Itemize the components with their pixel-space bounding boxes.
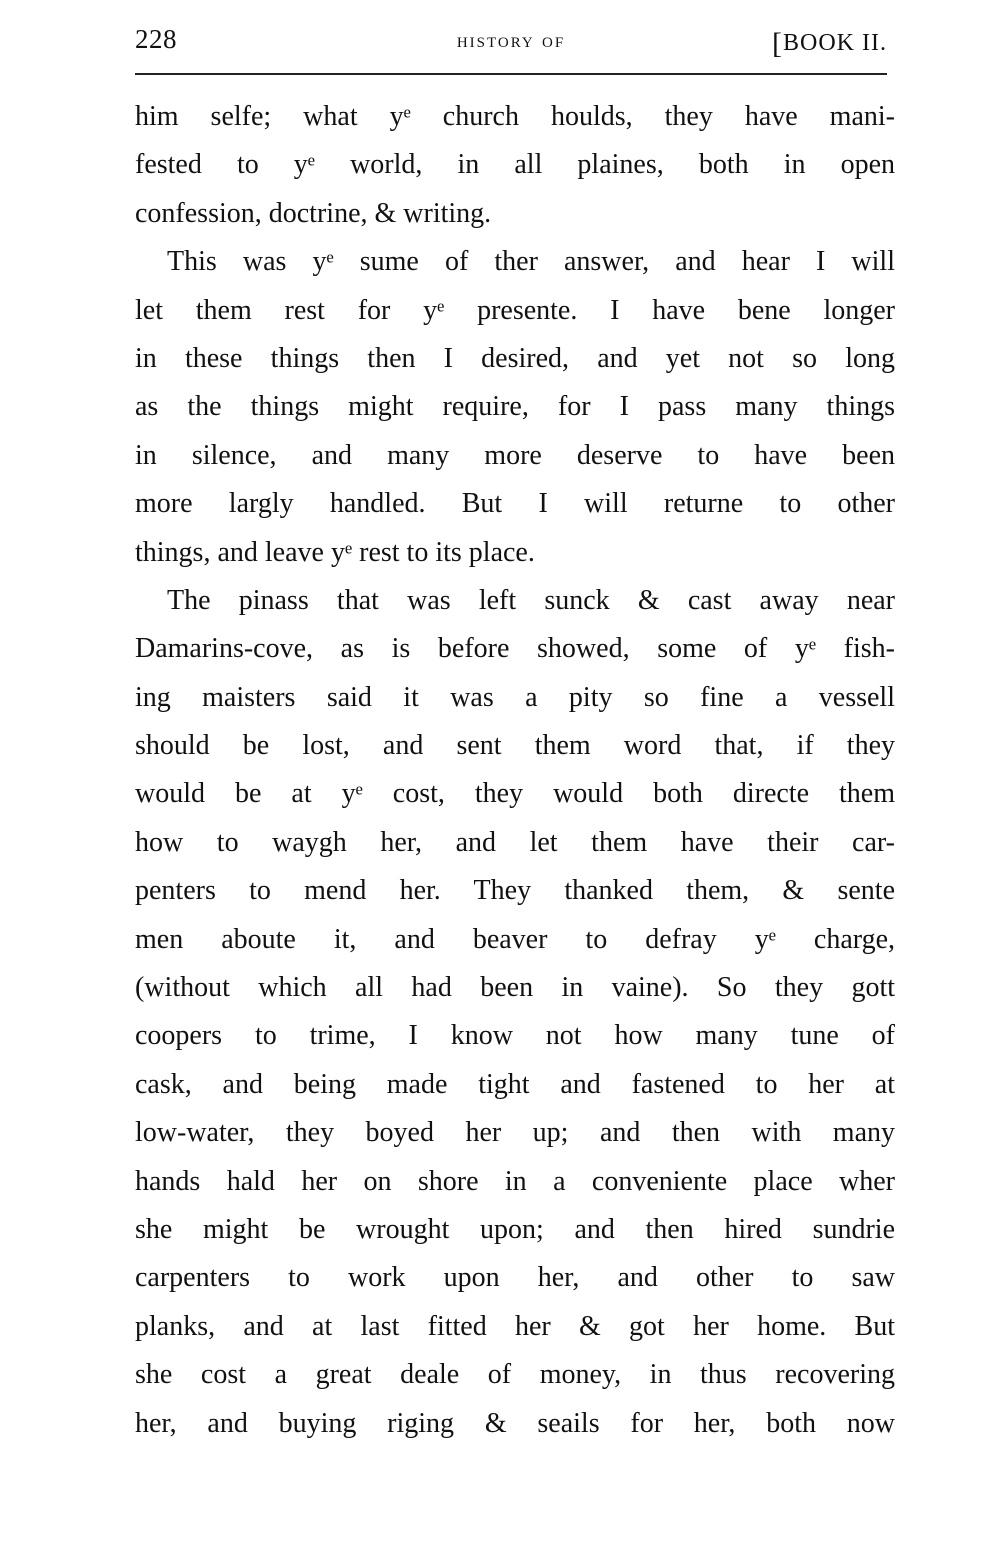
text-line: how to waygh her, and let them have their car- [135,826,895,858]
text-line: Damarins-cove, as is before showed, some of yᵉ fish- [135,633,895,665]
text-line: she might be wrought upon; and then hired sundrie [135,1213,895,1245]
text-line: This was yᵉ sume of ther answer, and hear I will [167,246,895,278]
text-line: him selfe; what yᵉ church houlds, they have mani- [135,101,895,132]
body-text [135,93,895,1448]
text-line: would be at yᵉ cost, they would both directe them [135,778,895,810]
running-title: history of [456,28,566,52]
text-line: confession, doctrine, & writing. [135,197,492,229]
book-reference [772,24,887,58]
book-label: BOOK II. [783,30,887,56]
text-line: more largly handled. But I will returne to other [135,488,895,520]
text-line: should be lost, and sent them word that, if they [135,730,895,762]
text-line: things, and leave yᵉ rest to its place. [135,536,535,568]
book-bracket: [ [772,27,783,60]
text-line: as the things might require, for I pass many things [135,391,895,423]
text-line: her, and buying riging & seails for her, both now [135,1407,895,1439]
text-line: coopers to trime, I know not how many tune of [135,1020,895,1052]
text-line: in silence, and many more deserve to have been [135,439,895,471]
running-head [135,20,887,60]
text-line: men aboute it, and beaver to defray yᵉ charge, [135,923,895,955]
text-line: carpenters to work upon her, and other to saw [135,1262,895,1294]
page-number: 228 [135,24,177,54]
text-line: (without which all had been in vaine). So they gott [135,972,895,1004]
text-line: planks, and at last fitted her & got her home. But [135,1310,895,1342]
header-rule [135,73,887,75]
text-line: ing maisters said it was a pity so fine a vessell [135,681,895,713]
text-line: fested to yᵉ world, in all plaines, both in open [135,149,895,181]
text-line: low-water, they boyed her up; and then with many [135,1117,895,1149]
text-line: cask, and being made tight and fastened to her at [135,1068,895,1100]
text-line: hands hald her on shore in a conveniente place wher [135,1165,895,1197]
text-line: she cost a great deale of money, in thus recovering [135,1359,895,1391]
text-line: The pinass that was left sunck & cast away near [167,584,895,616]
text-line: penters to mend her. They thanked them, & sente [135,875,895,907]
text-line: in these things then I desired, and yet not so long [135,342,895,374]
text-line: let them rest for yᵉ presente. I have bene longer [135,294,895,326]
